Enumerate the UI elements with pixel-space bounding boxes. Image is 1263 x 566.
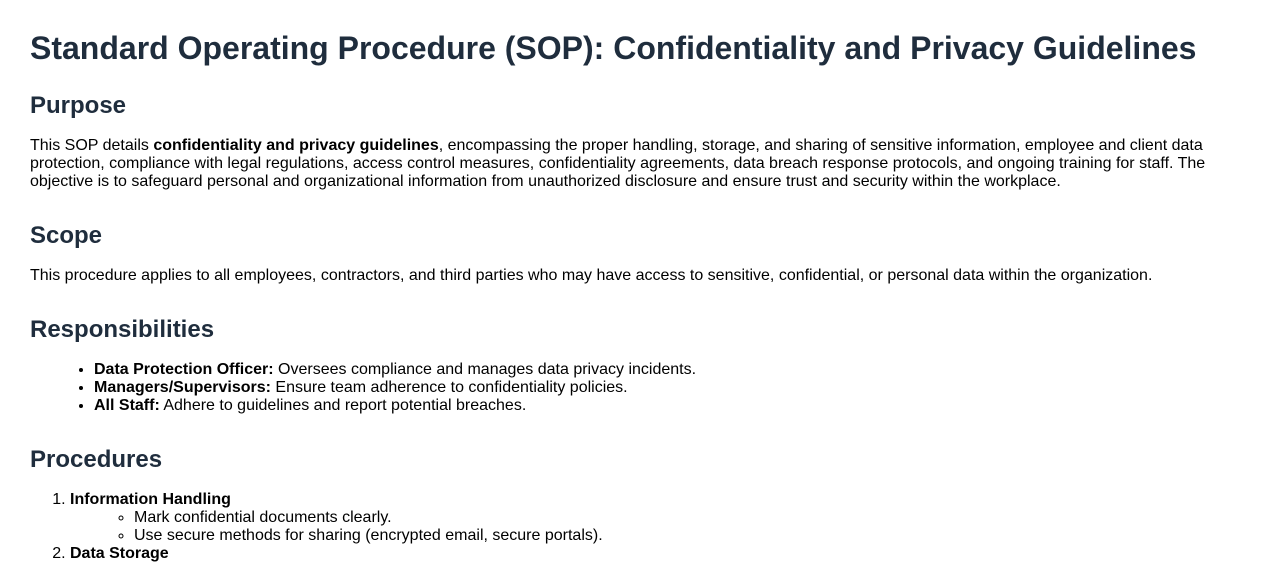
procedures-heading: Procedures	[30, 446, 163, 473]
procedure-step: ◦ Use secure methods for sharing (encrypted email, secure portals).	[134, 527, 1233, 545]
procedure-title: Data Storage	[70, 545, 169, 562]
role-label: Managers/Supervisors:	[94, 379, 271, 396]
procedures-list	[30, 491, 1233, 563]
role-description: Ensure team adherence to confidentiality policies.	[270, 379, 628, 396]
page-title: Standard Operating Procedure (SOP): Confidentiality and Privacy Guidelines	[30, 30, 1197, 66]
responsibilities-list	[30, 361, 1233, 415]
purpose-text-after: , encompassing the proper handling, storage, and sharing of sensitive information, employee and client data protection, compliance with legal regulations, access control measures, confidentiality agreements, data breach response protocols, and ongoing training for staff. The objective is to safeguard personal and organizational information from unauthorized disclosure and ensure trust and security within the workplace.	[30, 137, 1206, 190]
purpose-heading: Purpose	[30, 92, 127, 119]
procedure-item	[70, 491, 1233, 545]
list-item	[94, 361, 1233, 379]
procedure-item	[70, 545, 1233, 563]
role-label: All Staff:	[94, 397, 160, 414]
role-description: Adhere to guidelines and report potential breaches.	[159, 397, 527, 414]
purpose-text	[30, 137, 1233, 191]
purpose-text-before: This SOP details	[30, 137, 154, 154]
procedure-step: ◦ Mark confidential documents clearly.	[134, 509, 1233, 527]
purpose-text-bold: confidentiality and privacy guidelines	[153, 137, 439, 154]
procedure-steps	[70, 509, 1233, 545]
scope-text: This procedure applies to all employees, contractors, and third parties who may have access to sensitive, confidential, or personal data within the organization.	[30, 267, 1153, 284]
scope-heading: Scope	[30, 222, 103, 249]
procedure-title: Information Handling	[70, 491, 231, 508]
list-item	[94, 397, 1233, 415]
list-item	[94, 379, 1233, 397]
responsibilities-heading: Responsibilities	[30, 316, 215, 343]
role-description: Oversees compliance and manages data privacy incidents.	[273, 361, 697, 378]
role-label: Data Protection Officer:	[94, 361, 274, 378]
